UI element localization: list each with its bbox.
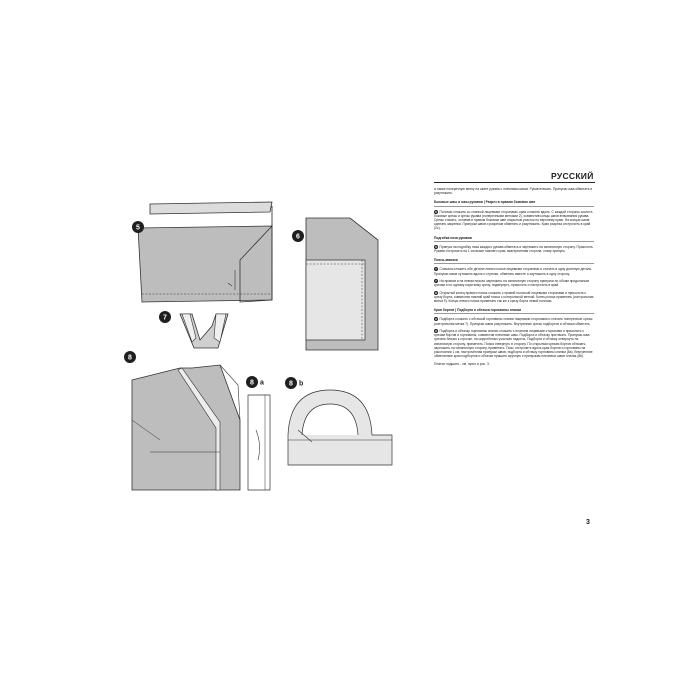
sewing-illustrations bbox=[120, 190, 420, 500]
step-paragraph bbox=[434, 279, 594, 287]
figure-8-number: 8 bbox=[128, 354, 132, 362]
section-heading-facings: Края бортов | Подборта и обтачка горловины спинки bbox=[434, 308, 594, 314]
step-text: Подборта сложить с обтачкой горловины спинки лицевыми сторонами и стачать поперечные срезы (контрольная метка 7). Припуски швов разутюжить. Внутренние срезы подбортов и обтачки обметать. bbox=[434, 317, 593, 326]
figure-8b-number: 8 bbox=[289, 380, 293, 388]
intro-paragraph: а также поперечную метку на окате рукава с плечевым швом. Рукав втачать. Припуски шва обметать и разутюжить. bbox=[434, 187, 593, 196]
step-text: Подборта и обтачку горловины спинки сложить с платьем лицевыми сторонами и приколоть к срезам бортов и горловины, совместив плечевые швы. Подборта и обтачку притачать. Припуски шва срезать близко к строчке, на округлённых участках надсечь. Подборта и обтачку отвернуть на изнаночную сторону, приметать. Пояса отвернуть в сторону. По открытым срезам бортов обтачать, заутюжить на изнаночную сторону, приметать. Пояс отстрочить вдоль края бортов и горловины на расстоянии 1 см, настрочённая припуски швов, подборта и обтачку горловины спинки (8а). Внутренние обметанные края подбортов и обтачки пришить вручную к припускам плечевых швов платья (8b). bbox=[434, 329, 593, 359]
step-paragraph bbox=[434, 210, 594, 231]
step-paragraph bbox=[434, 317, 594, 325]
step-number: 9 bbox=[435, 329, 437, 334]
step-number: 9 bbox=[435, 317, 437, 322]
language-heading: РУССКИЙ bbox=[551, 171, 594, 181]
step-number: 7 bbox=[435, 279, 437, 284]
figure-8-wrap-front bbox=[132, 365, 240, 490]
step-text: Сначала сложить обе детали левого пояса лицевыми сторонами и стачать в одну длинную деталь. Припуски швов сутюжить вдоль и стрелки, обметать вместе и заутюжить в одну сторону. bbox=[434, 267, 593, 276]
step-number: 7 bbox=[435, 267, 437, 272]
figure-8a-stitch-detail bbox=[248, 395, 270, 490]
page-number: 3 bbox=[586, 519, 590, 526]
figure-5-belt bbox=[138, 202, 272, 302]
step-text: Полочки сложить со спинкой лицевыми сторонами, края сложить вдоль. С каждой стороны сколоть боковые срезы и срезы рукава (поперечными метками 2), совместив концы швов втачивания рукава. Срезы стачать, оставив в правом боковом шве открытым участок по верхнему краю. На концах швов сделать закрепки. Припуски швов и разрезов обметать и разутюжить. Края разреза отстрочить в край (2с). bbox=[434, 209, 593, 231]
step-paragraph bbox=[434, 245, 594, 253]
step-number: 6 bbox=[435, 244, 437, 249]
closing-note: Платье подшить - см. пункт и рис. 3. bbox=[434, 361, 490, 366]
figure-8b-letter: b bbox=[299, 380, 304, 388]
figure-6-sleeve-hem bbox=[306, 218, 378, 350]
step-paragraph bbox=[434, 267, 594, 275]
figure-8a-number: 8 bbox=[250, 379, 254, 387]
step-text: Открытый конец правого пояса сложить с правой полочкой лицевыми сторонами и приколоть к срезу борта, совместив нижний край пояса с контрольной меткой. Конец пояса приметать (контрольная метка 9). Концы левого пояса приметать так же к срезу борта левой полочки. bbox=[434, 290, 594, 304]
figure-7-neckline bbox=[180, 314, 228, 348]
step-text: На правом и на левом поясах заутюжить на изнаночную сторону припуски по обоим продольным срезам и по одному короткому срезу, подвернуть, приколоть и настрочить в край. bbox=[434, 279, 589, 288]
step-number: 8 bbox=[435, 290, 437, 295]
figure-8b-neck-facing bbox=[288, 390, 392, 465]
figure-5-number: 5 bbox=[136, 224, 140, 232]
heading-divider bbox=[434, 182, 595, 183]
step-number: 5 bbox=[435, 209, 437, 214]
instruction-text bbox=[434, 187, 594, 369]
step-paragraph bbox=[434, 291, 594, 304]
step-paragraph bbox=[434, 329, 594, 358]
figure-8a-letter: a bbox=[260, 379, 264, 387]
section-heading-ties: Пояса-завязки bbox=[434, 258, 594, 264]
step-text: Припуск на подгибку низа каждого рукава обметать и заутюжить на изнаночную сторону. Приколоть. Рукава отстрочить на 1 см выше нижнего края, вкатерпинная сторона, снизу припуск. bbox=[434, 244, 594, 254]
figure-6-number: 6 bbox=[296, 233, 300, 241]
figure-7-number: 7 bbox=[163, 314, 167, 322]
section-heading-sleeve-hem: Подгибка низа рукавов bbox=[434, 236, 594, 242]
section-heading-side-seams: Боковые швы и швы рукавов | Разрез в правом боковом шве bbox=[434, 200, 594, 206]
